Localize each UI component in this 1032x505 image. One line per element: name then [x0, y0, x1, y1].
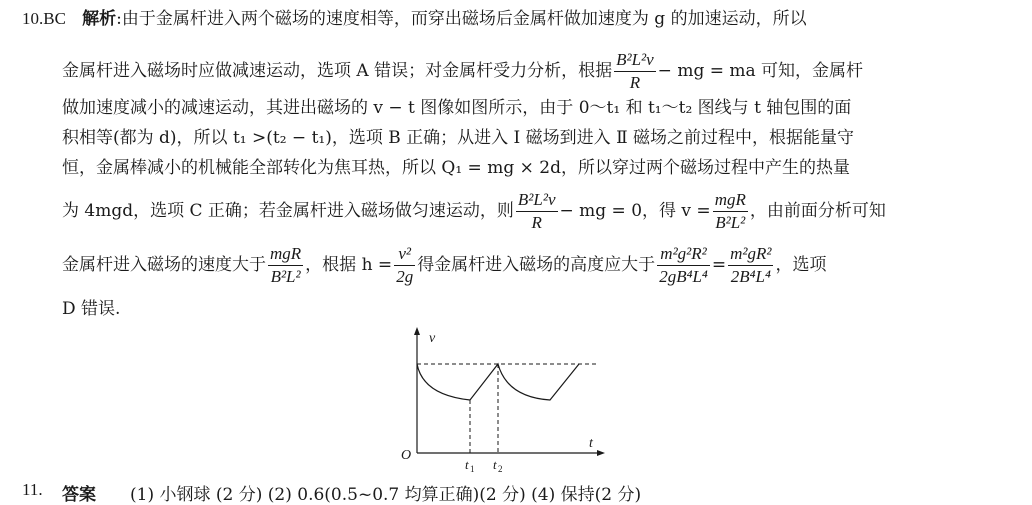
text-line-1: 由于金属杆进入两个磁场的速度相等，而穿出磁场后金属杆做加速度为 g 的加速运动，所以: [121, 9, 807, 29]
t1-label: t: [465, 457, 469, 472]
velocity-numerator-2: mgR: [268, 244, 303, 266]
velocity-denominator: B²L²: [715, 213, 746, 232]
t2-label: t: [493, 457, 497, 472]
t1-subscript: 1: [470, 464, 475, 474]
line-8: [62, 298, 120, 320]
origin-label: O: [401, 448, 412, 463]
next-answer-label: 答案: [62, 485, 96, 505]
height-fraction: [394, 244, 415, 287]
line-1: [22, 8, 807, 30]
y-axis-label: v: [429, 331, 436, 346]
line-2: [62, 50, 863, 93]
vt-graph: [395, 325, 610, 475]
answer-choices: BC: [43, 9, 66, 28]
label-colon: :: [116, 9, 122, 29]
velocity-numerator: mgR: [713, 190, 748, 212]
force-numerator-2: B²L²v: [516, 190, 558, 212]
force-denominator: R: [629, 73, 641, 92]
text-line-4: 积相等(都为 d)，所以 t₁ >(t₂ − t₁)，选项 B 正确；从进入 Ⅰ 磁场到进入 Ⅱ 磁场之前过程中，根据能量守: [62, 128, 855, 148]
line-5: [62, 157, 850, 179]
text-line-8: D 错误.: [62, 299, 121, 319]
next-question-partial: [0, 475, 800, 505]
min-height-denominator-2: 2B⁴L⁴: [730, 267, 771, 286]
min-height-numerator-2: m²gR²: [728, 244, 773, 266]
t2-subscript: 2: [498, 464, 503, 474]
velocity-fraction-2: [268, 244, 303, 287]
next-question-number: 11.: [22, 480, 43, 499]
x-axis-label: t: [589, 436, 593, 451]
min-height-fraction-1: [657, 244, 710, 287]
velocity-fraction: [713, 190, 748, 233]
x-axis-arrow: [597, 450, 605, 456]
velocity-denominator-2: B²L²: [270, 267, 301, 286]
text-line-7b: ，根据 h =: [305, 255, 393, 275]
text-line-3: 做加速度减小的减速运动，其进出磁场的 v − t 图像如图所示，由于 0～t₁ 和 t₁～t₂ 图线与 t 轴包围的面: [62, 98, 852, 118]
question-number: 10.: [22, 9, 44, 28]
line-6: [62, 190, 886, 233]
analysis-label: 解析: [82, 9, 117, 29]
force-denominator-2: R: [531, 213, 542, 232]
line-7: [62, 244, 826, 287]
force-numerator: B²L²v: [614, 50, 656, 72]
text-line-7c: 得金属杆进入磁场的高度应大于: [417, 255, 656, 275]
text-line-2b: − mg = ma 可知，金属杆: [657, 61, 864, 81]
text-line-6b: − mg = 0，得 v =: [559, 201, 711, 221]
min-height-denominator-1: 2gB⁴L⁴: [659, 267, 708, 286]
height-denominator: 2g: [396, 267, 414, 286]
line-4: [62, 127, 854, 149]
line-3: [62, 97, 851, 119]
text-line-7a: 金属杆进入磁场的速度大于: [62, 255, 266, 275]
equals-sign: =: [711, 255, 727, 275]
text-line-2a: 金属杆进入磁场时应做减速运动，选项 A 错误；对金属杆受力分析，根据: [62, 61, 613, 81]
text-line-7e: ，选项: [775, 255, 827, 275]
min-height-numerator-1: m²g²R²: [657, 244, 710, 266]
force-fraction-2: [516, 190, 558, 233]
text-line-6a: 为 4mgd，选项 C 正确；若金属杆进入磁场做匀速运动，则: [62, 201, 514, 221]
min-height-fraction-2: [728, 244, 773, 287]
force-fraction: [614, 50, 656, 93]
next-answer-fragments: (1) 小钢球 (2 分) (2) 0.6(0.5~0.7 均算正确)(2 分) (4) 保持(2 分): [130, 485, 642, 505]
text-line-5: 恒，金属棒减小的机械能全部转化为焦耳热，所以 Q₁ = mg × 2d，所以穿过两个磁场过程中产生的热量: [62, 158, 850, 178]
height-numerator: v²: [394, 244, 415, 266]
text-line-6c: ，由前面分析可知: [749, 201, 886, 221]
y-axis-arrow: [414, 327, 420, 335]
